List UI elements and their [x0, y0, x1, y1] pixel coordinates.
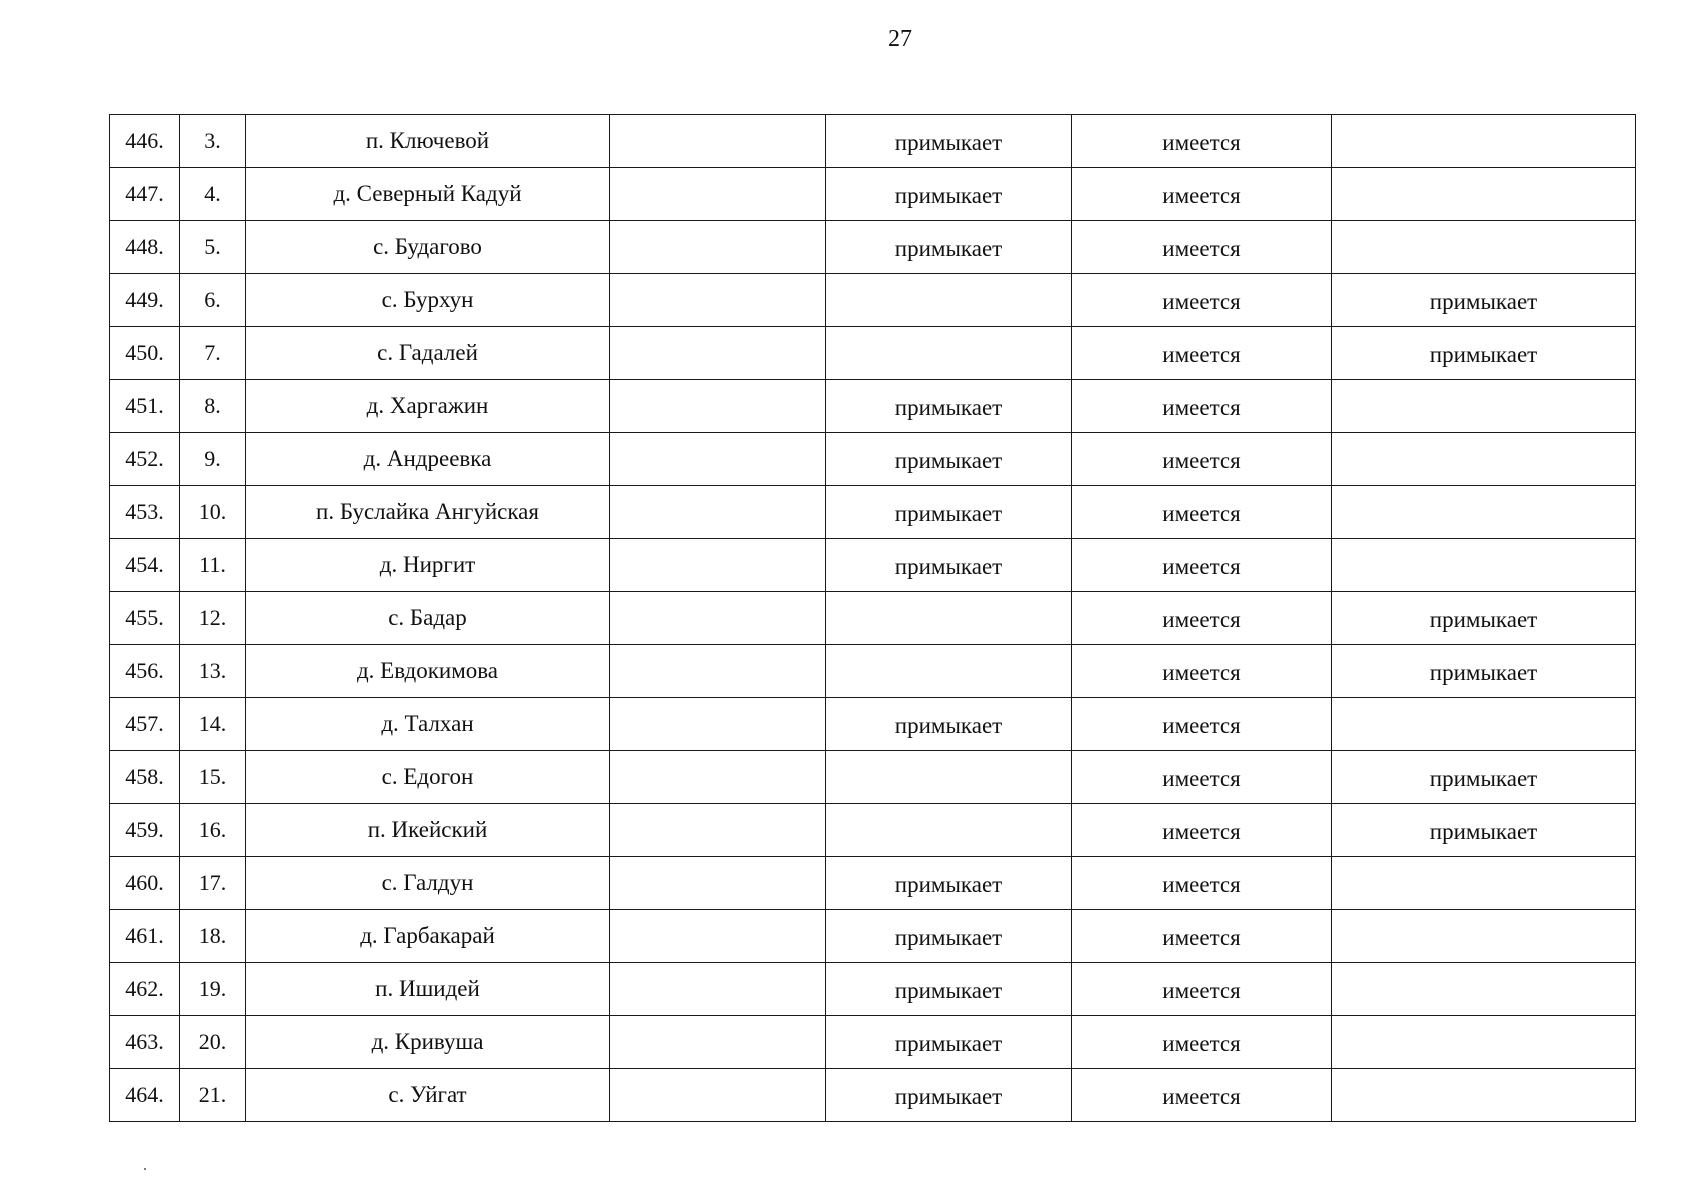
column-7-cell [1332, 910, 1636, 963]
column-6-cell: имеется [1072, 592, 1332, 645]
table-row [110, 274, 1636, 327]
table-row [110, 804, 1636, 857]
column-7-cell: примыкает [1332, 751, 1636, 804]
row-subnumber-cell: 19. [180, 963, 246, 1016]
column-6-cell: имеется [1072, 1069, 1332, 1122]
settlement-name-cell: д. Харгажин [246, 380, 610, 433]
row-subnumber-cell: 3. [180, 115, 246, 168]
row-number-cell: 459. [110, 804, 180, 857]
column-5-cell [826, 804, 1072, 857]
table-row [110, 592, 1636, 645]
table-row [110, 751, 1636, 804]
row-number-cell: 456. [110, 645, 180, 698]
column-4-cell [610, 751, 826, 804]
row-subnumber-cell: 10. [180, 486, 246, 539]
column-7-cell [1332, 168, 1636, 221]
row-subnumber-cell: 14. [180, 698, 246, 751]
table-row [110, 1069, 1636, 1122]
row-number-cell: 451. [110, 380, 180, 433]
table-row [110, 857, 1636, 910]
settlement-name-cell: с. Будагово [246, 221, 610, 274]
table-row [110, 115, 1636, 168]
table-row [110, 486, 1636, 539]
row-number-cell: 449. [110, 274, 180, 327]
row-subnumber-cell: 18. [180, 910, 246, 963]
column-4-cell [610, 433, 826, 486]
table-row [110, 327, 1636, 380]
column-6-cell: имеется [1072, 221, 1332, 274]
settlement-name-cell: д. Ниргит [246, 539, 610, 592]
column-5-cell [826, 327, 1072, 380]
table-row [110, 221, 1636, 274]
row-number-cell: 457. [110, 698, 180, 751]
column-5-cell: примыкает [826, 1016, 1072, 1069]
column-5-cell: примыкает [826, 539, 1072, 592]
column-7-cell [1332, 380, 1636, 433]
column-6-cell: имеется [1072, 857, 1332, 910]
column-6-cell: имеется [1072, 910, 1332, 963]
row-number-cell: 462. [110, 963, 180, 1016]
column-7-cell: примыкает [1332, 274, 1636, 327]
column-4-cell [610, 1069, 826, 1122]
settlement-name-cell: с. Гадалей [246, 327, 610, 380]
column-5-cell: примыкает [826, 1069, 1072, 1122]
column-7-cell [1332, 539, 1636, 592]
settlement-name-cell: п. Икейский [246, 804, 610, 857]
table-row [110, 1016, 1636, 1069]
row-subnumber-cell: 7. [180, 327, 246, 380]
column-7-cell [1332, 486, 1636, 539]
column-5-cell: примыкает [826, 698, 1072, 751]
row-number-cell: 461. [110, 910, 180, 963]
column-7-cell: примыкает [1332, 327, 1636, 380]
row-number-cell: 460. [110, 857, 180, 910]
column-4-cell [610, 698, 826, 751]
settlement-name-cell: п. Ключевой [246, 115, 610, 168]
table-row [110, 380, 1636, 433]
column-7-cell [1332, 115, 1636, 168]
column-4-cell [610, 645, 826, 698]
column-4-cell [610, 327, 826, 380]
row-subnumber-cell: 20. [180, 1016, 246, 1069]
column-7-cell: примыкает [1332, 645, 1636, 698]
column-5-cell [826, 751, 1072, 804]
column-4-cell [610, 115, 826, 168]
column-7-cell [1332, 433, 1636, 486]
row-number-cell: 447. [110, 168, 180, 221]
column-6-cell: имеется [1072, 751, 1332, 804]
column-5-cell: примыкает [826, 857, 1072, 910]
column-7-cell [1332, 963, 1636, 1016]
column-4-cell [610, 804, 826, 857]
settlement-name-cell: д. Кривуша [246, 1016, 610, 1069]
column-4-cell [610, 168, 826, 221]
column-4-cell [610, 221, 826, 274]
column-4-cell [610, 592, 826, 645]
row-number-cell: 448. [110, 221, 180, 274]
page-number: 27 [888, 26, 912, 52]
row-subnumber-cell: 12. [180, 592, 246, 645]
column-7-cell [1332, 857, 1636, 910]
column-6-cell: имеется [1072, 486, 1332, 539]
column-5-cell: примыкает [826, 910, 1072, 963]
row-subnumber-cell: 21. [180, 1069, 246, 1122]
column-7-cell [1332, 698, 1636, 751]
row-number-cell: 463. [110, 1016, 180, 1069]
column-5-cell [826, 274, 1072, 327]
row-number-cell: 454. [110, 539, 180, 592]
row-subnumber-cell: 9. [180, 433, 246, 486]
settlement-name-cell: с. Едогон [246, 751, 610, 804]
column-7-cell [1332, 221, 1636, 274]
table-row [110, 910, 1636, 963]
column-6-cell: имеется [1072, 1016, 1332, 1069]
column-4-cell [610, 1016, 826, 1069]
column-7-cell: примыкает [1332, 804, 1636, 857]
column-6-cell: имеется [1072, 698, 1332, 751]
column-4-cell [610, 380, 826, 433]
column-6-cell: имеется [1072, 645, 1332, 698]
table-row [110, 168, 1636, 221]
column-7-cell [1332, 1016, 1636, 1069]
column-4-cell [610, 486, 826, 539]
table-row [110, 698, 1636, 751]
table-row [110, 433, 1636, 486]
column-4-cell [610, 857, 826, 910]
row-subnumber-cell: 5. [180, 221, 246, 274]
row-number-cell: 455. [110, 592, 180, 645]
column-5-cell: примыкает [826, 221, 1072, 274]
column-6-cell: имеется [1072, 274, 1332, 327]
column-5-cell [826, 645, 1072, 698]
column-4-cell [610, 963, 826, 1016]
table-row [110, 963, 1636, 1016]
row-number-cell: 452. [110, 433, 180, 486]
row-subnumber-cell: 13. [180, 645, 246, 698]
settlement-name-cell: п. Ишидей [246, 963, 610, 1016]
column-5-cell: примыкает [826, 963, 1072, 1016]
column-6-cell: имеется [1072, 327, 1332, 380]
column-5-cell [826, 592, 1072, 645]
column-5-cell: примыкает [826, 115, 1072, 168]
row-number-cell: 464. [110, 1069, 180, 1122]
settlement-name-cell: с. Галдун [246, 857, 610, 910]
column-7-cell [1332, 1069, 1636, 1122]
table-row [110, 539, 1636, 592]
column-5-cell: примыкает [826, 433, 1072, 486]
settlement-name-cell: д. Талхан [246, 698, 610, 751]
row-subnumber-cell: 15. [180, 751, 246, 804]
row-number-cell: 458. [110, 751, 180, 804]
row-number-cell: 450. [110, 327, 180, 380]
settlement-name-cell: д. Гарбакарай [246, 910, 610, 963]
column-6-cell: имеется [1072, 963, 1332, 1016]
settlement-name-cell: д. Андреевка [246, 433, 610, 486]
column-6-cell: имеется [1072, 115, 1332, 168]
row-subnumber-cell: 6. [180, 274, 246, 327]
settlement-name-cell: п. Буслайка Ангуйская [246, 486, 610, 539]
settlement-name-cell: с. Бадар [246, 592, 610, 645]
column-4-cell [610, 274, 826, 327]
settlement-name-cell: д. Евдокимова [246, 645, 610, 698]
column-7-cell: примыкает [1332, 592, 1636, 645]
column-4-cell [610, 539, 826, 592]
settlement-name-cell: с. Уйгат [246, 1069, 610, 1122]
column-5-cell: примыкает [826, 486, 1072, 539]
row-subnumber-cell: 16. [180, 804, 246, 857]
column-5-cell: примыкает [826, 380, 1072, 433]
column-6-cell: имеется [1072, 433, 1332, 486]
column-4-cell [610, 910, 826, 963]
settlement-name-cell: д. Северный Кадуй [246, 168, 610, 221]
row-subnumber-cell: 8. [180, 380, 246, 433]
column-6-cell: имеется [1072, 804, 1332, 857]
row-subnumber-cell: 17. [180, 857, 246, 910]
row-subnumber-cell: 4. [180, 168, 246, 221]
column-6-cell: имеется [1072, 168, 1332, 221]
table-row [110, 645, 1636, 698]
row-number-cell: 446. [110, 115, 180, 168]
scan-artifact-dot [144, 1168, 146, 1170]
column-5-cell: примыкает [826, 168, 1072, 221]
settlement-name-cell: с. Бурхун [246, 274, 610, 327]
row-number-cell: 453. [110, 486, 180, 539]
column-6-cell: имеется [1072, 539, 1332, 592]
settlements-table [109, 114, 1636, 1122]
column-6-cell: имеется [1072, 380, 1332, 433]
table-body [110, 115, 1636, 1122]
row-subnumber-cell: 11. [180, 539, 246, 592]
